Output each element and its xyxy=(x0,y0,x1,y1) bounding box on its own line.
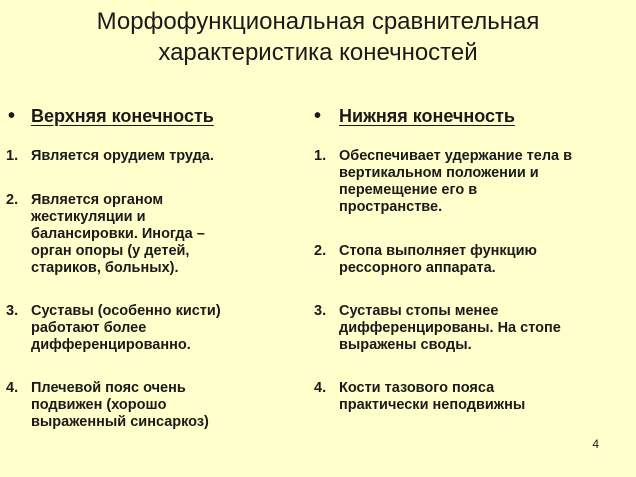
item-number: 1. xyxy=(6,148,19,164)
upper-limb-heading: Верхняя конечность xyxy=(31,106,214,126)
lower-limb-header xyxy=(314,104,632,132)
lower-limb-column xyxy=(314,104,632,413)
item-text: Плечевой пояс очень подвижен (хорошо выраженный синсаркоз) xyxy=(31,380,209,430)
slide-title xyxy=(0,6,636,68)
bullet-icon: • xyxy=(8,105,16,127)
item-text: Суставы (особенно кисти) работают более дифференцированно. xyxy=(31,303,221,353)
item-text: Суставы стопы менее дифференцированы. На стопе выражены своды. xyxy=(339,303,561,353)
item-number: 2. xyxy=(6,192,19,208)
item-number: 3. xyxy=(6,303,19,319)
item-number: 4. xyxy=(6,380,19,396)
upper-limb-column xyxy=(6,104,306,430)
item-number: 1. xyxy=(314,148,327,164)
lower-limb-heading: Нижняя конечность xyxy=(339,106,515,126)
item-number: 4. xyxy=(314,380,327,396)
upper-limb-header xyxy=(6,104,306,132)
item-text: Обеспечивает удержание тела в вертикальном положении и перемещение его в пространстве. xyxy=(339,148,573,215)
item-text: Является органом жестикуляции и балансировки. Иногда – орган опоры (у детей, стариков, больных). xyxy=(31,192,205,276)
item-number: 2. xyxy=(314,243,327,259)
bullet-icon: • xyxy=(314,105,322,127)
item-text: Является орудием труда. xyxy=(31,148,214,164)
item-text: Стопа выполняет функцию рессорного аппарата. xyxy=(339,243,537,276)
title-line-1: Морфофункциональная сравнительная xyxy=(96,8,540,35)
title-line-2: характеристика конечностей xyxy=(158,39,478,66)
item-number: 3. xyxy=(314,303,327,319)
item-text: Кости тазового пояса практически неподвижны xyxy=(339,380,526,413)
page-number: 4 xyxy=(592,437,599,451)
